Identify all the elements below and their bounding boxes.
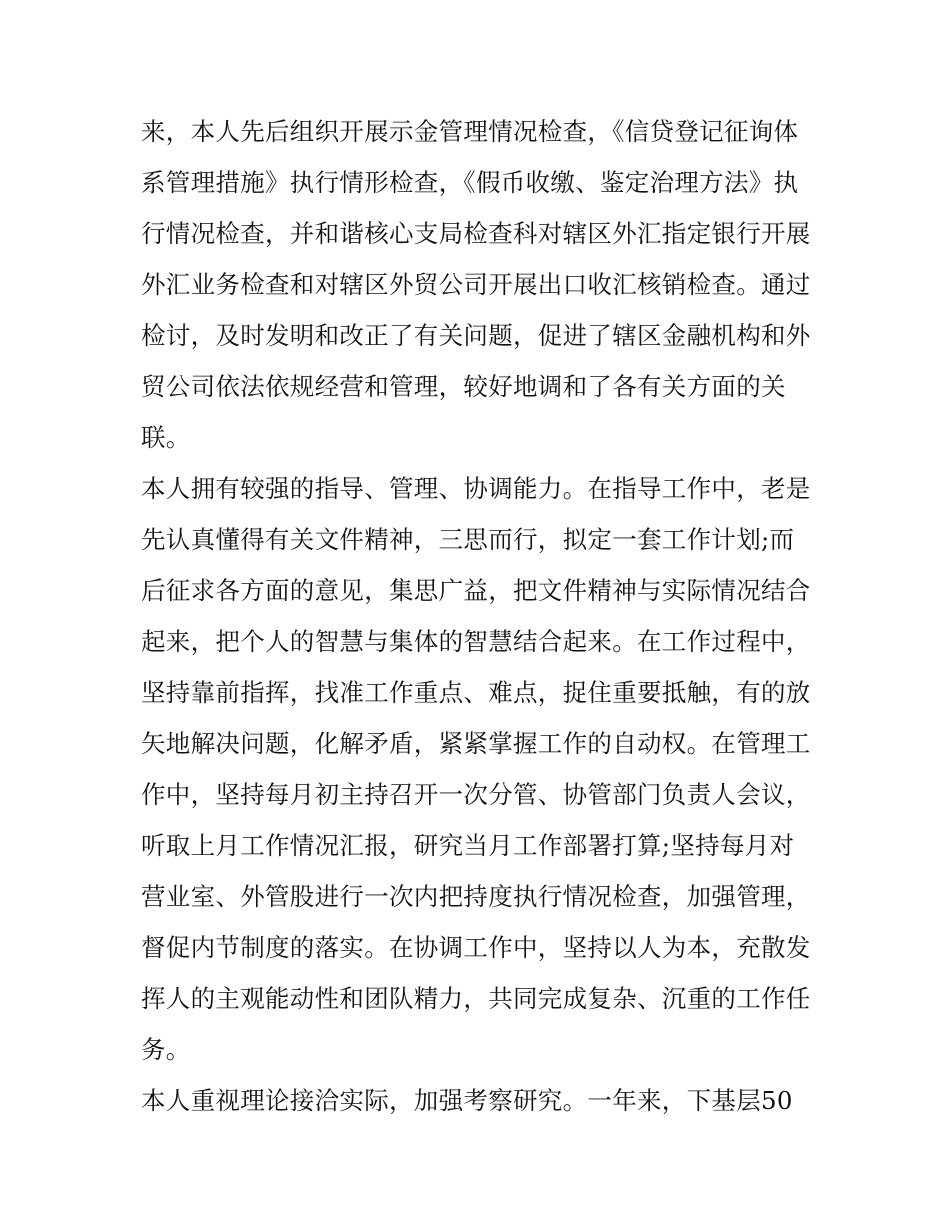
text-line: 矢地解决问题，化解矛盾，紧紧掌握工作的自动权。在管理工 xyxy=(141,729,811,758)
text-line: 来，本人先后组织开展示金管理情况检查，《信贷登记征询体 xyxy=(141,117,799,146)
text-line: 外汇业务检查和对辖区外贸公司开展出口收汇核销检查。通过 xyxy=(141,270,811,299)
text-line: 贸公司依法依规经营和管理，较好地调和了各有关方面的关 xyxy=(141,372,786,401)
text-line: 行情况检查，并和谐核心支局检查科对辖区外汇指定银行开展 xyxy=(141,219,811,248)
text-line: 起来，把个人的智慧与集体的智慧结合起来。在工作过程中， xyxy=(141,627,811,656)
text-line: 联。 xyxy=(141,423,191,452)
text-line: 督促内节制度的落实。在协调工作中，坚持以人为本，充散发 xyxy=(141,933,811,962)
body-text xyxy=(141,106,816,1126)
text-line: 坚持靠前指挥，找准工作重点、难点，捉住重要抵触，有的放 xyxy=(141,678,811,707)
text-line: 挥人的主观能动性和团队精力，共同完成复杂、沉重的工作任 xyxy=(141,984,811,1013)
text-line: 后征求各方面的意见，集思广益，把文件精神与实际情况结合 xyxy=(141,576,811,605)
text-line: 听取上月工作情况汇报，研究当月工作部署打算;坚持每月对 xyxy=(141,831,795,860)
text-line: 系管理措施》执行情形检查，《假币收缴、鉴定治理方法》执 xyxy=(141,168,799,197)
text-line: 本人重视理论接洽实际，加强考察研究。一年来，下基层50 xyxy=(141,1086,793,1115)
text-line: 本人拥有较强的指导、管理、协调能力。在指导工作中，老是 xyxy=(141,474,811,503)
text-line: 务。 xyxy=(141,1035,191,1064)
text-line: 先认真懂得有关文件精神，三思而行，拟定一套工作计划;而 xyxy=(141,525,795,554)
text-line: 作中，坚持每月初主持召开一次分管、协管部门负责人会议， xyxy=(141,780,811,809)
text-line: 检讨，及时发明和改正了有关问题，促进了辖区金融机构和外 xyxy=(141,321,811,350)
text-line: 营业室、外管股进行一次内把持度执行情况检查，加强管理， xyxy=(141,882,811,911)
